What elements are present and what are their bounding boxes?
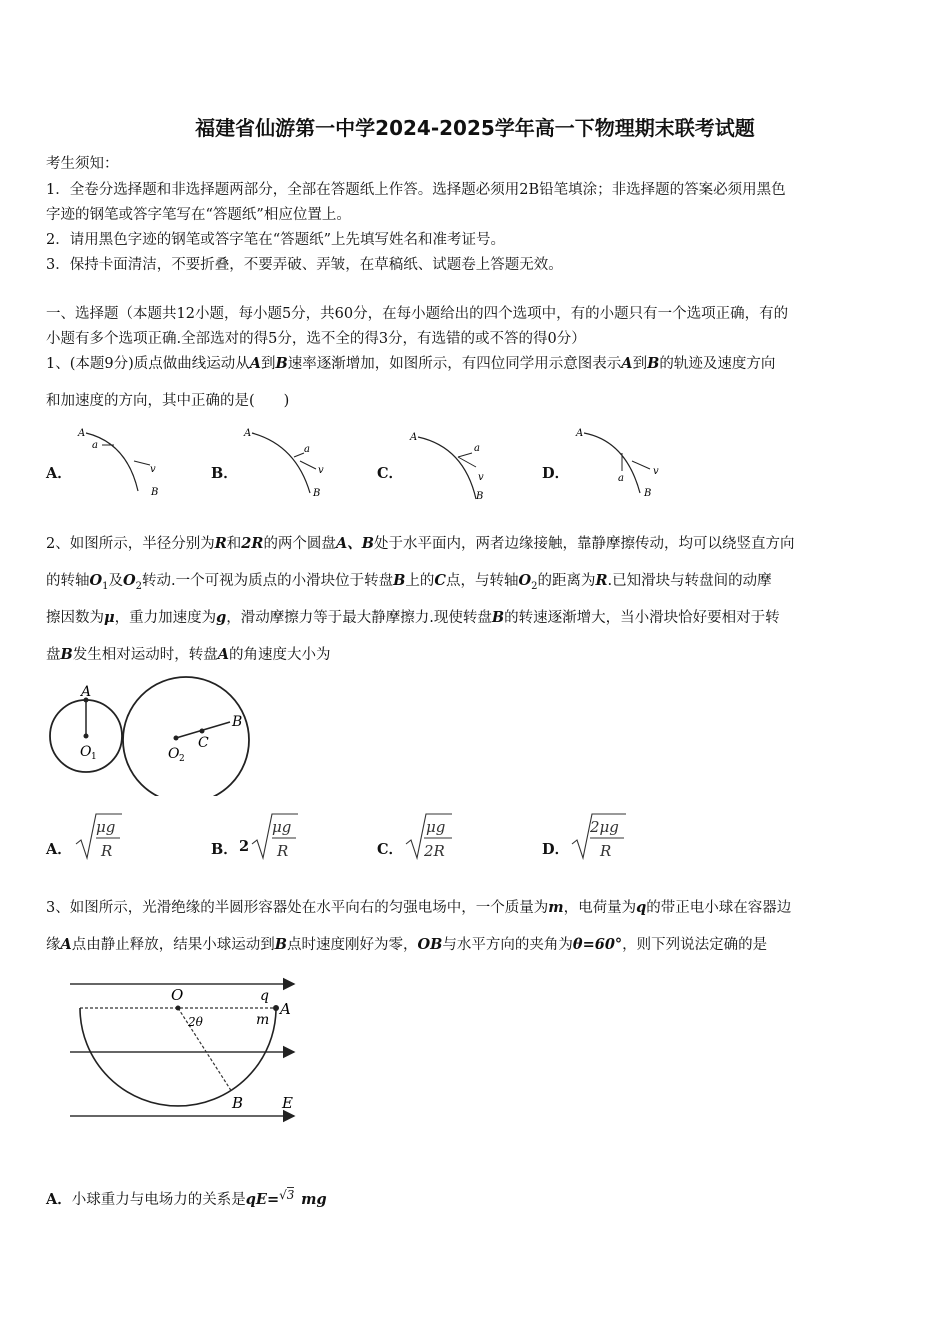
svg-text:O: O [171, 986, 184, 1004]
q2-option-c-label: C． [377, 841, 404, 858]
svg-text:B: B [232, 714, 243, 730]
notice-item: 1．全卷分选择题和非选择题两部分，全部在答题纸上作答。选择题必须用2B铅笔填涂；非选择题的答案必须用黑色 [46, 182, 786, 198]
svg-text:2θ: 2θ [188, 1015, 203, 1029]
svg-text:v: v [478, 472, 484, 483]
svg-text:R: R [277, 842, 289, 860]
svg-text:A: A [576, 428, 584, 439]
q1-option-c-figure [404, 423, 514, 501]
svg-text:μg: μg [96, 818, 116, 836]
q1-option-c-label: C． [377, 465, 404, 482]
svg-text:R: R [600, 842, 612, 860]
svg-text:O: O [80, 744, 92, 760]
svg-text:B: B [232, 1094, 244, 1112]
q2-option-b-formula [250, 808, 310, 864]
svg-text:v: v [150, 464, 156, 475]
svg-text:q: q [260, 988, 269, 1004]
svg-text:2R: 2R [424, 842, 445, 860]
svg-text:B: B [476, 491, 484, 501]
q2-option-a-formula [74, 808, 134, 864]
section-heading: 一、选择题（本题共12小题，每小题5分，共60分，在每小题给出的四个选项中，有的小题只有一个选项正确，有的 [46, 306, 789, 322]
svg-text:2: 2 [179, 754, 185, 764]
notice-heading: 考生须知： [46, 156, 119, 172]
q2-disks-figure [44, 676, 264, 796]
q1-option-d-figure [570, 423, 680, 501]
svg-text:a: a [474, 443, 480, 454]
svg-text:a: a [92, 440, 98, 451]
svg-text:B: B [644, 488, 652, 499]
q3-stem-cont: 缘A点由静止释放，结果小球运动到B点时速度刚好为零，OB与水平方向的夹角为θ=60°，则下列说法定确的是 [46, 936, 768, 953]
svg-text:v: v [318, 465, 324, 476]
q2-stem-cont: 擦因数为μ，重力加速度为g，滑动摩擦力等于最大静摩擦力.现使转盘B的转速逐渐增大，当小滑块恰好要相对于转 [46, 609, 780, 626]
svg-text:μg: μg [426, 818, 446, 836]
section-heading-cont: 小题有多个选项正确.全部选对的得5分，选不全的得3分，有选错的或不答的得0分） [46, 331, 586, 347]
svg-text:A: A [78, 428, 86, 439]
svg-text:a: a [304, 444, 310, 455]
q2-option-c-formula [404, 808, 464, 864]
svg-text:C: C [198, 735, 209, 751]
q3-stem: 3、如图所示，光滑绝缘的半圆形容器处在水平向右的匀强电场中，一个质量为m，电荷量为q的带正电小球在容器边 [46, 899, 792, 916]
q3-field-figure [64, 970, 304, 1130]
svg-text:1: 1 [91, 752, 97, 762]
notice-item: 2．请用黑色字迹的钢笔或答字笔在“答题纸”上先填写姓名和准考证号。 [46, 232, 506, 248]
q1-stem-cont: 和加速度的方向，其中正确的是( ) [46, 393, 290, 409]
notice-item: 3．保持卡面清洁，不要折叠，不要弄破、弄皱，在草稿纸、试题卷上答题无效。 [46, 257, 563, 273]
q1-option-b-label: B． [211, 465, 238, 482]
q2-stem-cont: 的转轴$O_1$及$O_2$转动.一个可视为质点的小滑块位于转盘B上的C点，与转轴$O_2$的距离为R.已知滑块与转盘间的动摩 [46, 572, 772, 592]
q2-option-b-coef: 2 [239, 838, 250, 855]
svg-text:A: A [244, 428, 252, 439]
q1-stem: 1、(本题9分)质点做曲线运动从A到B速率逐渐增加，如图所示，有四位同学用示意图表示A到B的轨迹及速度方向 [46, 355, 776, 372]
q2-option-a-label: A． [46, 841, 72, 858]
q2-option-b-label: B． [211, 841, 238, 858]
svg-text:A: A [81, 684, 92, 700]
page-title: 福建省仙游第一中学2024-2025学年高一下物理期末联考试题 [195, 116, 755, 140]
notice-item: 字迹的钢笔或答字笔写在“答题纸”相应位置上。 [46, 207, 351, 223]
svg-text:A: A [410, 432, 418, 443]
svg-text:μg: μg [272, 818, 292, 836]
q1-option-a-figure [72, 423, 182, 501]
svg-text:2μg: 2μg [590, 818, 619, 836]
svg-text:a: a [618, 473, 624, 484]
svg-text:v: v [653, 466, 659, 477]
q2-option-d-label: D． [542, 841, 570, 858]
svg-text:R: R [101, 842, 113, 860]
svg-text:B: B [313, 488, 321, 499]
svg-text:B: B [151, 487, 159, 498]
q1-option-a-label: A． [46, 465, 72, 482]
q3-option-a: A．小球重力与电场力的关系是qE= √3 mg [46, 1188, 327, 1208]
q1-option-b-figure [238, 423, 348, 501]
q3-option-a-radicand: 3 [286, 1188, 295, 1202]
q1-option-d-label: D． [542, 465, 570, 482]
q2-stem: 2、如图所示，半径分别为R和2R的两个圆盘A、B处于水平面内，两者边缘接触，靠静摩擦传动，均可以绕竖直方向 [46, 535, 795, 552]
svg-text:E: E [282, 1094, 293, 1112]
svg-text:O: O [168, 746, 180, 762]
svg-text:A: A [280, 1000, 291, 1018]
q2-option-d-formula [570, 808, 636, 864]
q2-stem-cont: 盘B发生相对运动时，转盘A的角速度大小为 [46, 646, 331, 663]
svg-text:m: m [256, 1012, 270, 1028]
